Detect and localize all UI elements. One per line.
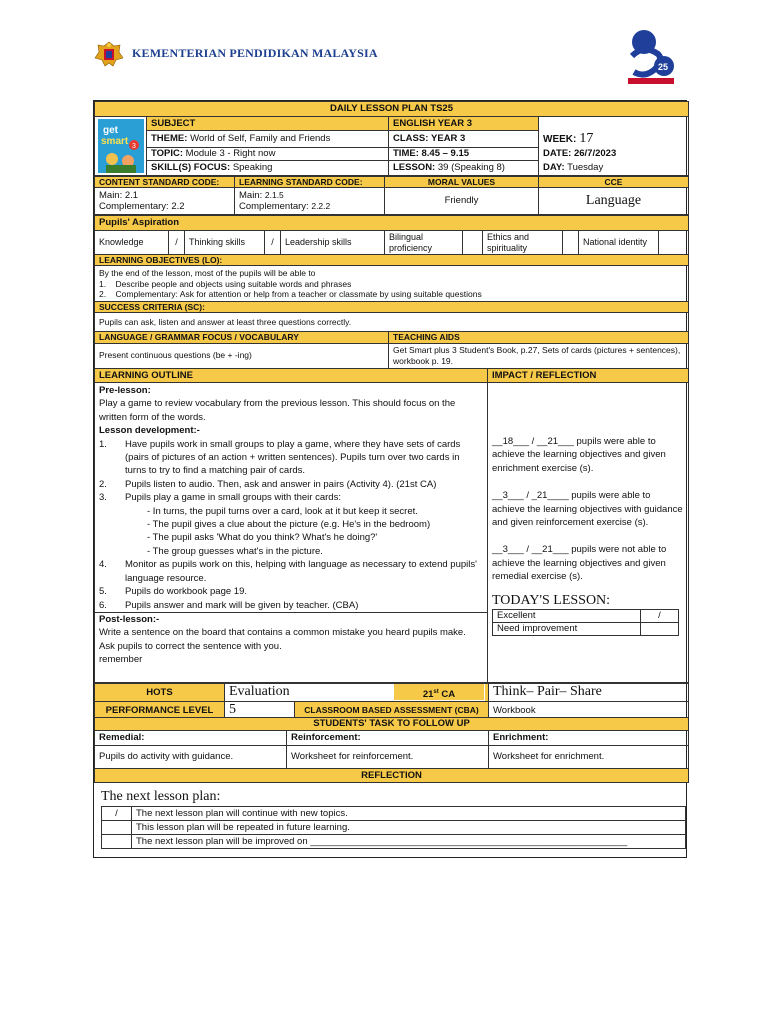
todays-lesson-rating [492,609,679,636]
content-standard-value: Main: 2.1 Complementary: 2.2 [95,188,235,215]
teaching-aids-label: TEACHING AIDS [389,332,689,343]
option-2-mark [102,821,132,835]
svg-text:smart: smart [100,136,128,147]
time-cell: TIME: 8.45 – 9.15 [389,147,539,160]
cce-label: CCE [539,177,689,188]
followup-label: STUDENTS' TASK TO FOLLOW UP [95,718,689,731]
aspiration-thinking-mark: / [265,231,281,255]
lesson-info-table [94,101,689,176]
subject-value: ENGLISH YEAR 3 [389,117,539,131]
success-criteria-text: Pupils can ask, listen and answer at least three questions correctly. [95,313,689,332]
step-4: 4. Monitor as pupils work on this, helping with language as necessary to extend pupils' language resource. [99,559,477,584]
option-3-mark [102,835,132,849]
performance-level-label: PERFORMANCE LEVEL [95,701,225,719]
aspiration-ethics: Ethics and spirituality [483,231,563,255]
objective-2: 2. Complementary: Ask for attention or help from a teacher or classmate by using suitable questions [99,288,482,299]
malaysia-coat-of-arms-icon [94,40,124,68]
aspiration-knowledge: Knowledge [95,231,169,255]
subject-label: SUBJECT [147,117,389,131]
option-2: This lesson plan will be repeated in future learning. [132,821,686,835]
impact-enrichment: __18___ / __21___ pupils were able to achieve the learning objectives and given enrichment exercise (s). [492,436,666,474]
book-cover-cell [95,117,147,176]
theme-value: World of Self, Family and Friends [190,133,331,145]
remedial-label: Remedial: [95,731,287,746]
ca-value: Think– Pair– Share [489,684,689,702]
next-lesson-label: The next lesson plan: [101,789,221,804]
lesson-cell: LESSON: 39 (Speaking 8) [389,160,539,175]
topic-cell: TOPIC: Module 3 - Right now [147,147,389,160]
learning-outline-label: LEARNING OUTLINE [95,369,488,383]
rating-needs-improvement: Need improvement [493,623,641,636]
ca-label: 21st CA [394,684,484,700]
moral-value: Friendly [385,188,539,215]
sub-step-1: - In turns, the pupil turns over a card, look at it but keep it secret. [147,505,418,517]
cba-value: Workbook [489,701,689,719]
followup-table [94,717,689,783]
sub-step-3: - The pupil asks 'What do you think? What's he doing?' [147,532,378,544]
rating-needs-improvement-mark [641,623,679,636]
impact-remedial: __3___ / __21___ pupils were not able to achieve the learning objectives and given remedial exercise (s). [492,544,667,583]
option-1-mark: / [102,807,132,821]
impact-reflection-label: IMPACT / REFLECTION [488,369,689,383]
svg-text:3: 3 [131,143,136,150]
learning-standard-value: Main: 2.1.5 Complementary: 2.2.2 [235,188,385,215]
impact-reinforcement: __3___ / _21____ pupils were able to achieve the learning objectives with guidance and given reinforcement exercise (s). [492,490,683,529]
post-lesson-tail: remember [99,654,143,666]
svg-text:get: get [102,125,118,136]
hots-value: Evaluation [225,684,485,702]
aspiration-knowledge-mark: / [169,231,185,255]
aspiration-label: Pupils' Aspiration [95,216,689,231]
aspiration-bilingual-mark [463,231,483,255]
theme-cell: THEME: World of Self, Family and Friends [147,131,389,148]
rating-excellent: Excellent [493,610,641,623]
pre-lesson-label: Pre-lesson: [99,385,151,396]
ministry-name: KEMENTERIAN PENDIDIKAN MALAYSIA [132,46,378,60]
teaching-aids-text: Get Smart plus 3 Student's Book, p.27, Sets of cards (pictures + sentences), workbook p. 19. [389,343,689,368]
step-5: 5. Pupils do workbook page 19. [99,586,247,598]
cba-label: CLASSROOM BASED ASSESSMENT (CBA) [295,701,489,719]
aspiration-leadership: Leadership skills [281,231,385,255]
option-1: The next lesson plan will continue with new topics. [132,807,686,821]
get-smart-3-book-cover-icon [98,119,144,173]
objective-1: 1. Describe people and objects using suitable words and phrases [99,278,352,289]
performance-level-value: 5 [225,701,295,719]
skill-cell: SKILL(S) FOCUS: Speaking [147,160,389,175]
pre-lesson-text: Play a game to review vocabulary from the previous lesson. This should focus on the written form of the words. [99,398,456,423]
aspiration-table [94,215,689,255]
content-standard-label: CONTENT STANDARD CODE: [95,177,235,188]
post-lesson-text: Write a sentence on the board that contains a common mistake you heard pupils make. Ask pupils to correct the sentence with you. [99,627,466,652]
step-3: 3. Pupils play a game in small groups with their cards: [99,492,341,504]
aspiration-thinking: Thinking skills [185,231,265,255]
reflection-label: REFLECTION [95,769,689,783]
success-criteria-label: SUCCESS CRITERIA (SC): [95,302,689,313]
todays-lesson-label: TODAY'S LESSON: [492,592,611,608]
lesson-plan-frame [93,100,687,858]
aspiration-national: National identity [579,231,659,255]
impact-body [488,383,689,683]
reinforcement-task: Worksheet for reinforcement. [287,746,489,769]
week-value: 17 [579,130,594,146]
cce-value: Language [539,188,689,215]
language-focus-text: Present continuous questions (be + -ing) [95,343,389,368]
enrichment-task: Worksheet for enrichment. [489,746,689,769]
standards-table [94,176,689,215]
remedial-task: Pupils do activity with guidance. [95,746,287,769]
option-3: The next lesson plan will be improved on ____________________________________________________________ [132,835,686,849]
aspiration-ethics-mark [563,231,579,255]
aspiration-national-mark [659,231,689,255]
ts25-logo-icon [624,26,678,86]
step-1: 1. Have pupils work in small groups to play a game, where they have sets of cards (pairs of pictures of an action + written sentences). Pupils turn over two cards in turns to try to find a matching pair of cards. [99,438,461,477]
next-lesson-options [101,806,686,849]
date-cell: DATE: 26/7/2023 [539,147,689,160]
page-header [94,38,694,82]
outline-table [94,368,689,683]
plan-title: DAILY LESSON PLAN TS25 [95,102,689,117]
sub-step-4: - The group guesses what's in the picture. [147,545,323,557]
moral-values-label: MORAL VALUES [385,177,539,188]
class-cell: CLASS: YEAR 3 [389,131,539,148]
aspiration-bilingual: Bilingual proficiency [385,231,463,255]
reinforcement-label: Reinforcement: [287,731,489,746]
step-6: 6. Pupils answer and mark will be given by teacher. (CBA) [95,599,487,613]
hots-label: HOTS [95,684,225,702]
lesson-development-label: Lesson development:- [99,425,200,437]
objectives-body [95,266,689,302]
outline-body [95,383,488,683]
enrichment-label: Enrichment: [489,731,689,746]
objectives-table [94,254,689,369]
post-lesson-label: Post-lesson:- [99,613,160,625]
language-focus-label: LANGUAGE / GRAMMAR FOCUS / VOCABULARY [95,332,389,343]
week-cell: WEEK: 17 [539,131,689,148]
day-cell: DAY: Tuesday [539,160,689,175]
learning-standard-label: LEARNING STANDARD CODE: [235,177,385,188]
objectives-label: LEARNING OBJECTIVES (LO): [95,255,689,266]
objectives-intro: By the end of the lesson, most of the pupils will be able to [99,268,316,279]
rating-excellent-mark: / [641,610,679,623]
sub-step-2: - The pupil gives a clue about the picture (e.g. He's in the bedroom) [147,519,431,531]
svg-text:25: 25 [658,62,669,72]
assessment-table [94,683,689,720]
step-2: 2. Pupils listen to audio. Then, ask and answer in pairs (Activity 4). (21st CA) [99,478,437,490]
